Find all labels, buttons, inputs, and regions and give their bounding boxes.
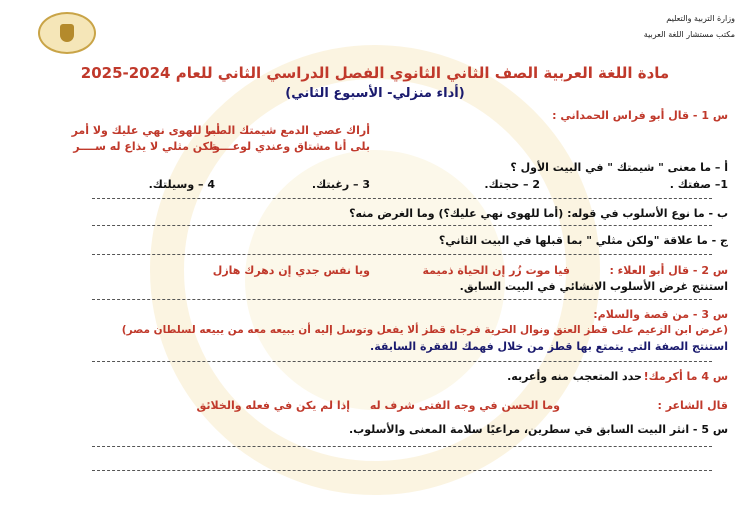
q4-poet-label: قال الشاعر : [657, 399, 728, 412]
q1-option-2: 2 – حجتك. [484, 178, 540, 191]
q3-task: استنتج الصفة التي يتمتع بها قطز من خلال فهمك للفقرة السابقة. [370, 340, 728, 353]
answer-line [92, 470, 712, 471]
q3-label: س 3 - من قصة والسلام: [593, 308, 728, 321]
q1-option-1: 1– صفتك . [669, 178, 728, 191]
answer-line [92, 361, 712, 362]
q1-part-a: أ – ما معنى " شيمتك " في البيت الأول ؟ [510, 161, 728, 174]
q2-verse-right: فيا موت زُر إن الحياة ذميمة [422, 264, 570, 277]
q1-verse1-right: أراك عصي الدمع شيمتك الصبر [205, 124, 370, 137]
office-name: مكتب مستشار اللغة العربية [643, 30, 735, 39]
q1-part-b: ب - ما نوع الأسلوب في قوله: (أما للهوى نهي عليك؟) وما الغرض منه؟ [349, 207, 728, 220]
page-title: مادة اللغة العربية الصف الثاني الثانوي الفصل الدراسي الثاني للعام 2024-2025 [80, 64, 670, 82]
answer-line [92, 225, 712, 226]
page-subtitle: (أداء منزلي- الأسبوع الثاني) [285, 86, 465, 101]
q4-verse-left: إذا لم يكن في فعله والخلائق [196, 399, 350, 412]
q1-label: س 1 - قال أبو فراس الحمداني : [552, 109, 728, 122]
answer-line [92, 446, 712, 447]
q1-verse1-left: أما للهوى نهي عليك ولا أمر [71, 124, 220, 137]
q4-label: س 4 ما أكرمك! [643, 370, 728, 383]
q1-option-4: 4 – وسيلتك. [148, 178, 215, 191]
q2-label: س 2 - قال أبو العلاء : [609, 264, 728, 277]
q1-verse2-left: ولكن مثلي لا يذاع له ســــر [73, 140, 220, 153]
answer-line [92, 254, 712, 255]
answer-line [92, 299, 712, 300]
q1-verse2-right: بلى أنا مشتاق وعندي لوعــــة [210, 140, 370, 153]
q1-option-3: 3 – رغبتك. [311, 178, 370, 191]
q2-verse-left: ويا نفس جدي إن دهرك هازل [212, 264, 370, 277]
ministry-logo [38, 12, 96, 54]
q2-task: استنتج غرض الأسلوب الانشائي في البيت السابق. [459, 280, 728, 293]
ministry-name: وزارة التربية والتعليم [666, 14, 735, 23]
answer-line [92, 198, 712, 199]
q4-verse-right: وما الحسن في وجه الفتى شرف له [369, 399, 560, 412]
q3-excerpt: (عرض ابن الزعيم على قطز العتق ونوال الحرية فرجاه قطز ألا يفعل وتوسل إليه أن يبيعه معه من يبيعه لسلطان مصر) [121, 324, 728, 336]
q4-task: حدد المتعجب منه وأعربه. [507, 370, 642, 383]
q1-part-c: ج - ما علاقة "ولكن مثلي " بما قبلها في البيت الثاني؟ [438, 234, 728, 247]
q5-label: س 5 - انثر البيت السابق في سطرين، مراعيًا سلامة المعنى والأسلوب. [348, 423, 728, 436]
